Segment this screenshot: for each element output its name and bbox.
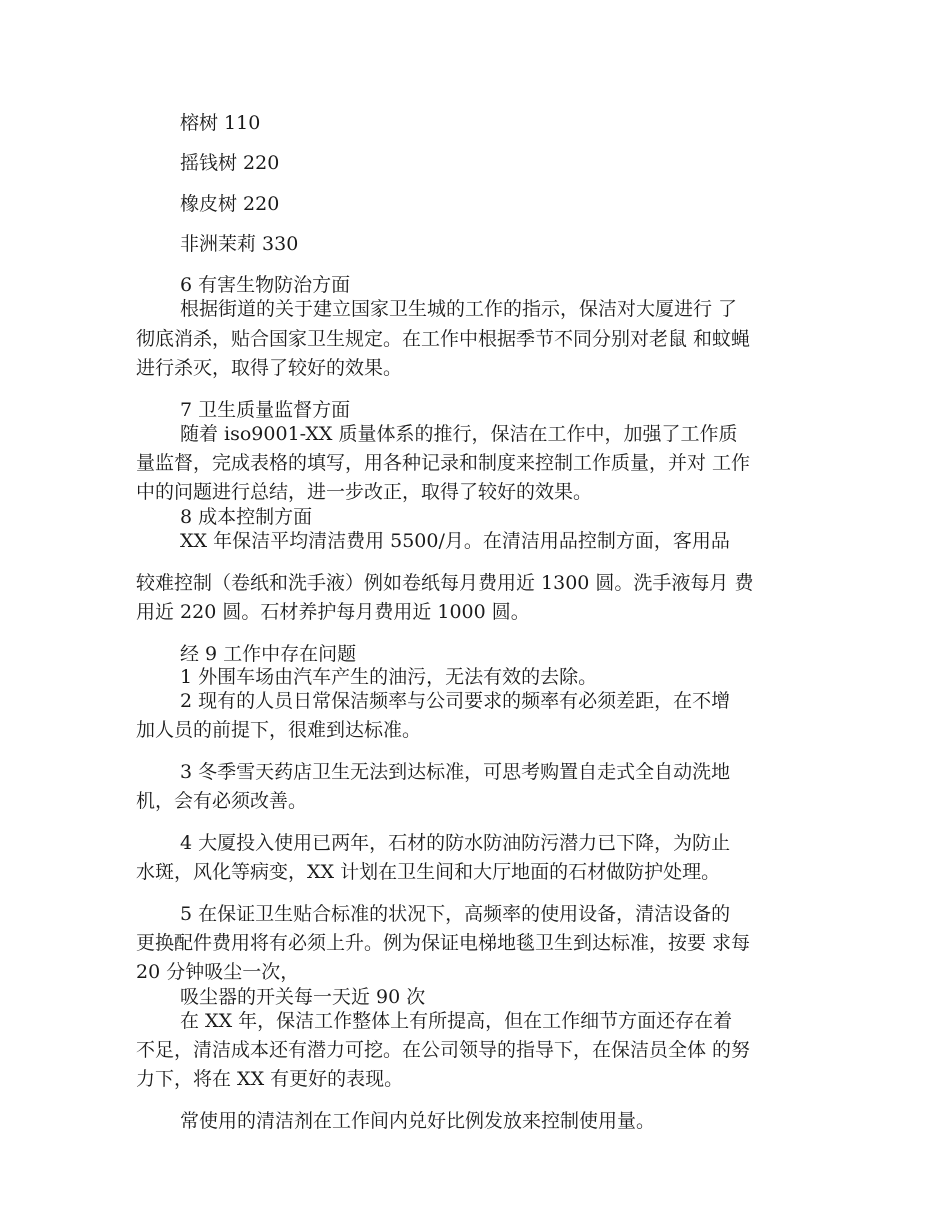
paragraph-line: 彻底消杀，贴合国家卫生规定。在工作中根据季节不同分别对老鼠 和蚊蝇 <box>136 328 751 350</box>
plant-item: 橡皮树 220 <box>180 193 280 215</box>
paragraph-line: 根据街道的关于建立国家卫生城的工作的指示，保洁对大厦进行 了 <box>180 298 738 320</box>
summary-line: 不足，清洁成本还有潜力可挖。在公司领导的指导下，在保洁员全体 的努 <box>136 1039 751 1061</box>
section-heading: 6 有害生物防治方面 <box>180 274 351 296</box>
paragraph-line: 用近 220 圆。石材养护每月费用近 1000 圆。 <box>136 601 530 623</box>
plant-item: 摇钱树 220 <box>180 152 280 174</box>
issue-item: 水斑，风化等病变，XX 计划在卫生间和大厅地面的石材做防护处理。 <box>136 861 721 883</box>
paragraph-line: 随着 iso9001-XX 质量体系的推行，保洁在工作中，加强了工作质 <box>180 423 738 445</box>
paragraph-line: 量监督，完成表格的填写，用各种记录和制度来控制工作质量，并对 工作 <box>136 452 751 474</box>
paragraph-line: 中的问题进行总结，进一步改正，取得了较好的效果。 <box>136 481 593 503</box>
issue-item: 4 大厦投入使用已两年，石材的防水防油防污潜力已下降，为防止 <box>180 832 731 854</box>
issue-item: 机，会有必须改善。 <box>136 790 308 812</box>
paragraph-line: 较难控制（卷纸和洗手液）例如卷纸每月费用近 1300 圆。洗手液每月 费 <box>136 572 754 594</box>
plant-item: 榕树 110 <box>180 112 261 134</box>
issue-item: 5 在保证卫生贴合标准的状况下，高频率的使用设备，清洁设备的 <box>180 903 731 925</box>
plant-item: 非洲茉莉 330 <box>180 233 299 255</box>
issue-item: 更换配件费用将有必须上升。例为保证电梯地毯卫生到达标准，按要 求每 <box>136 932 751 954</box>
closing-line: 常使用的清洁剂在工作间内兑好比例发放来控制使用量。 <box>180 1110 656 1132</box>
issue-item: 加人员的前提下，很难到达标准。 <box>136 719 422 741</box>
issue-item: 2 现有的人员日常保洁频率与公司要求的频率有必须差距，在不增 <box>180 690 731 712</box>
paragraph-line: XX 年保洁平均清洁费用 5500/月。在清洁用品控制方面，客用品 <box>180 530 730 552</box>
section-heading: 7 卫生质量监督方面 <box>180 399 351 421</box>
issue-item: 1 外围车场由汽车产生的油污，无法有效的去除。 <box>180 666 598 688</box>
summary-line: 力下，将在 XX 有更好的表现。 <box>136 1068 404 1090</box>
issue-item: 3 冬季雪天药店卫生无法到达标准，可思考购置自走式全自动洗地 <box>180 761 731 783</box>
issue-item: 20 分钟吸尘一次， <box>136 961 300 983</box>
section-heading: 8 成本控制方面 <box>180 506 313 528</box>
section-heading: 经 9 工作中存在问题 <box>180 643 357 665</box>
paragraph-line: 进行杀灭，取得了较好的效果。 <box>136 357 403 379</box>
issue-item: 吸尘器的开关每一天近 90 次 <box>180 986 426 1008</box>
summary-line: 在 XX 年，保洁工作整体上有所提高，但在工作细节方面还存在着 <box>180 1010 733 1032</box>
